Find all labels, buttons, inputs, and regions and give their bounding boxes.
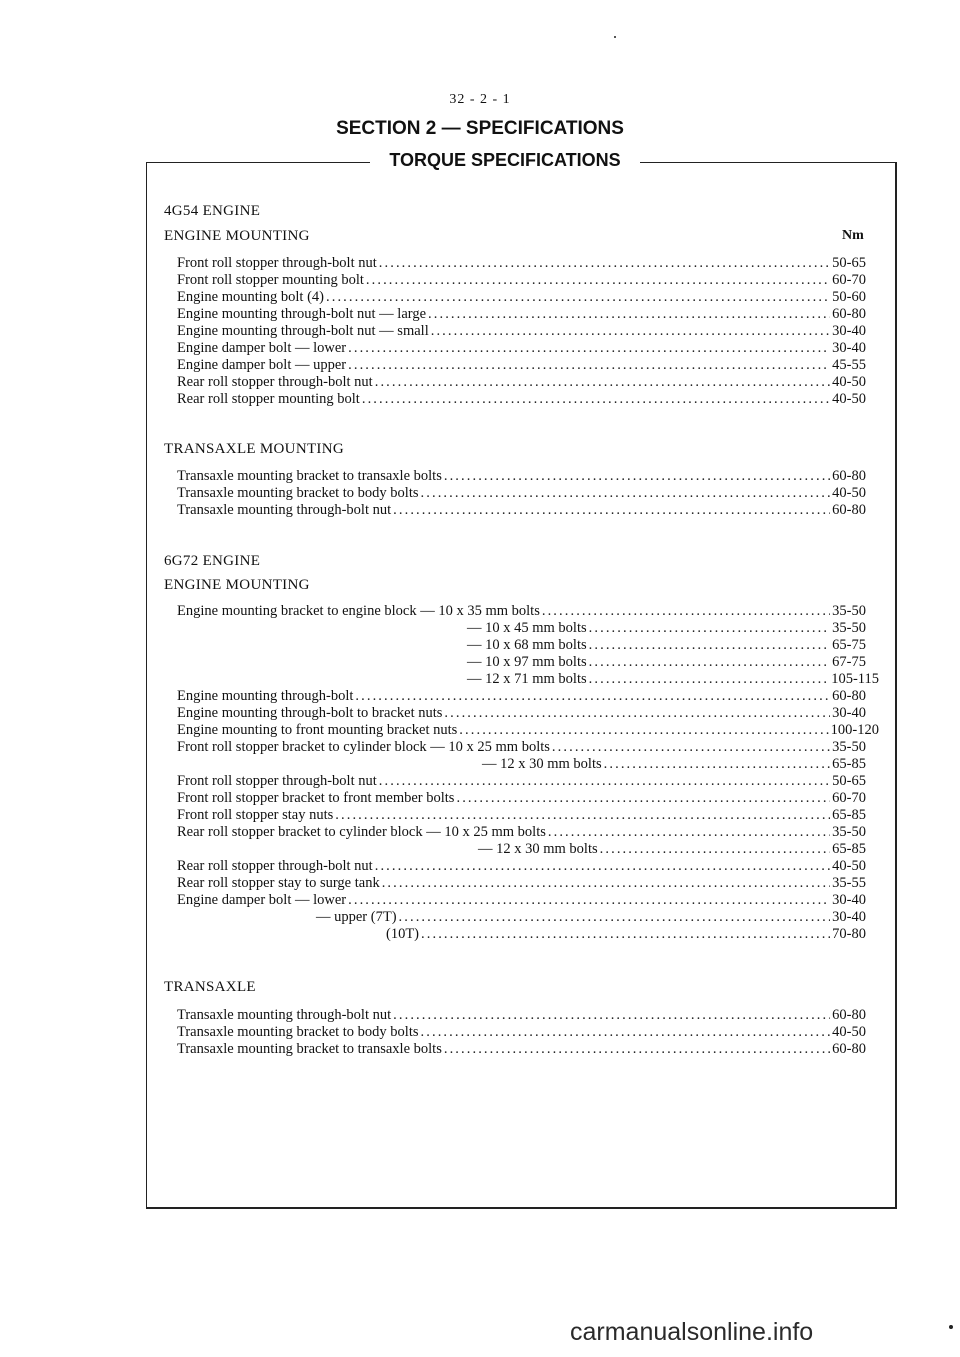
spec-value: 65-85 <box>832 807 866 823</box>
spec-value: 30-40 <box>832 705 866 721</box>
spec-value: 30-40 <box>832 909 866 925</box>
dot-leader <box>348 340 830 357</box>
spec-row <box>177 340 866 357</box>
dot-leader <box>459 722 828 739</box>
dot-leader <box>600 841 831 858</box>
spec-value: 30-40 <box>832 323 866 339</box>
dot-leader <box>604 756 831 773</box>
spec-row <box>177 739 866 756</box>
engine-4g54-mounting-heading: ENGINE MOUNTING <box>164 228 310 244</box>
corner-dot <box>949 1325 953 1329</box>
spec-value: 35-55 <box>832 875 866 891</box>
frame-top-rule-left <box>146 162 370 163</box>
dot-leader <box>375 374 830 391</box>
dot-leader <box>431 323 830 340</box>
dot-leader <box>421 1024 831 1041</box>
engine-4g54-heading: 4G54 ENGINE <box>164 203 261 219</box>
spec-value: 45-55 <box>832 357 866 373</box>
spec-label: Transaxle mounting bracket to transaxle bolts <box>177 468 442 484</box>
spec-label: Engine damper bolt — lower <box>177 340 347 356</box>
spec-row <box>177 391 866 408</box>
spec-value: 65-85 <box>832 756 866 772</box>
spec-row <box>177 773 866 790</box>
spec-row <box>467 620 866 637</box>
spec-value: 35-50 <box>832 603 866 619</box>
spec-label: — 10 x 68 mm bolts <box>467 637 587 653</box>
spec-row <box>177 255 866 272</box>
spec-label: Transaxle mounting through-bolt nut <box>177 502 392 518</box>
spec-row <box>177 272 866 289</box>
spec-value: 65-85 <box>832 841 866 857</box>
spec-label: Front roll stopper through-bolt nut <box>177 773 377 789</box>
dot-leader <box>375 858 830 875</box>
transaxle-heading: TRANSAXLE <box>164 979 256 995</box>
spec-label: Front roll stopper mounting bolt <box>177 272 364 288</box>
dot-leader <box>379 255 830 272</box>
spec-row <box>177 357 866 374</box>
transaxle-mounting-heading: TRANSAXLE MOUNTING <box>164 441 344 457</box>
spec-label: — 12 x 30 mm bolts <box>478 841 598 857</box>
spec-row <box>177 875 866 892</box>
spec-value: 65-75 <box>832 637 866 653</box>
spec-value: 40-50 <box>832 1024 866 1040</box>
spec-row <box>177 502 866 519</box>
dot-leader <box>348 892 830 909</box>
spec-value: 30-40 <box>832 340 866 356</box>
dot-leader <box>444 1041 830 1058</box>
spec-value: 35-50 <box>832 824 866 840</box>
section-title: SECTION 2 — SPECIFICATIONS <box>336 118 624 139</box>
spec-label: Engine mounting through-bolt <box>177 688 354 704</box>
spec-row <box>177 722 879 739</box>
dot-leader <box>548 824 830 841</box>
dot-leader <box>382 875 830 892</box>
spec-label: Front roll stopper stay nuts <box>177 807 334 823</box>
dot-leader <box>379 773 830 790</box>
spec-row <box>177 289 866 306</box>
dot-leader <box>393 502 830 519</box>
spec-row <box>177 1007 866 1024</box>
spec-label: Transaxle mounting through-bolt nut <box>177 1007 392 1023</box>
spec-label: Engine mounting bolt (4) <box>177 289 324 305</box>
dot-leader <box>542 603 830 620</box>
spec-row <box>177 790 866 807</box>
spec-value: 60-80 <box>832 502 866 518</box>
spec-row <box>467 671 879 688</box>
spec-row <box>177 1041 866 1058</box>
spec-label: Transaxle mounting bracket to body bolts <box>177 1024 419 1040</box>
dot-leader <box>335 807 830 824</box>
dot-leader <box>552 739 830 756</box>
spec-row <box>177 807 866 824</box>
spec-label: — upper (7T) <box>316 909 397 925</box>
dot-leader <box>589 620 831 637</box>
spec-label: Rear roll stopper mounting bolt <box>177 391 360 407</box>
spec-row <box>386 926 866 943</box>
dot-leader <box>589 671 830 688</box>
dot-leader <box>348 357 830 374</box>
dot-leader <box>355 688 830 705</box>
spec-value: 60-80 <box>832 688 866 704</box>
dot-leader <box>589 654 831 671</box>
spec-label: — 12 x 71 mm bolts <box>467 671 587 687</box>
spec-label: Engine mounting through-bolt nut — large <box>177 306 427 322</box>
spec-value: 100-120 <box>830 722 879 738</box>
dot-leader <box>421 926 830 943</box>
spec-row <box>177 374 866 391</box>
spec-row <box>467 637 866 654</box>
spec-label: Front roll stopper through-bolt nut <box>177 255 377 271</box>
spec-label: Engine mounting through-bolt to bracket nuts <box>177 705 443 721</box>
page-number: 32 - 2 - 1 <box>449 92 511 107</box>
spec-label: Front roll stopper bracket to front member bolts <box>177 790 455 806</box>
dot-leader <box>362 391 830 408</box>
spec-value: 50-65 <box>832 255 866 271</box>
spec-label: Engine damper bolt — lower <box>177 892 347 908</box>
dot-leader <box>399 909 831 926</box>
spec-value: 40-50 <box>832 374 866 390</box>
spec-value: 60-80 <box>832 1041 866 1057</box>
spec-value: 40-50 <box>832 858 866 874</box>
spec-row <box>177 485 866 502</box>
spec-value: 40-50 <box>832 391 866 407</box>
spec-label: Transaxle mounting bracket to body bolts <box>177 485 419 501</box>
spec-label: Rear roll stopper through-bolt nut <box>177 858 373 874</box>
spec-value: 60-80 <box>832 468 866 484</box>
frame-title: TORQUE SPECIFICATIONS <box>389 150 621 170</box>
spec-label: — 10 x 97 mm bolts <box>467 654 587 670</box>
engine-6g72-heading: 6G72 ENGINE <box>164 553 261 569</box>
spec-value: 60-70 <box>832 272 866 288</box>
spec-value: 35-50 <box>832 620 866 636</box>
spec-row <box>316 909 866 926</box>
dot-leader <box>444 705 830 722</box>
spec-row <box>177 705 866 722</box>
spec-row <box>177 468 866 485</box>
spec-row <box>177 824 866 841</box>
spec-label: Engine damper bolt — upper <box>177 357 347 373</box>
spec-label: Engine mounting through-bolt nut — small <box>177 323 429 339</box>
engine-6g72-mounting-heading: ENGINE MOUNTING <box>164 577 310 593</box>
spec-value: 30-40 <box>832 892 866 908</box>
scan-speck <box>614 36 616 38</box>
spec-row <box>177 1024 866 1041</box>
spec-row <box>482 756 866 773</box>
dot-leader <box>421 485 831 502</box>
spec-value: 35-50 <box>832 739 866 755</box>
spec-value: 60-80 <box>832 1007 866 1023</box>
spec-row <box>478 841 866 858</box>
spec-row <box>177 892 866 909</box>
spec-label: Transaxle mounting bracket to transaxle bolts <box>177 1041 442 1057</box>
spec-row <box>177 323 866 340</box>
spec-value: 50-65 <box>832 773 866 789</box>
spec-row <box>177 603 866 620</box>
spec-label: Rear roll stopper through-bolt nut <box>177 374 373 390</box>
dot-leader <box>444 468 830 485</box>
spec-row <box>177 688 866 705</box>
watermark-link[interactable]: carmanualsonline.info <box>570 1318 814 1346</box>
spec-value: 105-115 <box>831 671 879 687</box>
spec-value: 70-80 <box>832 926 866 942</box>
dot-leader <box>366 272 830 289</box>
spec-label: Rear roll stopper bracket to cylinder block — 10 x 25 mm bolts <box>177 824 546 840</box>
spec-row <box>177 306 866 323</box>
spec-label: — 12 x 30 mm bolts <box>482 756 602 772</box>
spec-label: Rear roll stopper stay to surge tank <box>177 875 380 891</box>
spec-label: — 10 x 45 mm bolts <box>467 620 587 636</box>
dot-leader <box>589 637 831 654</box>
spec-label: (10T) <box>386 926 420 942</box>
spec-value: 60-70 <box>832 790 866 806</box>
spec-label: Front roll stopper bracket to cylinder block — 10 x 25 mm bolts <box>177 739 550 755</box>
dot-leader <box>428 306 830 323</box>
dot-leader <box>326 289 830 306</box>
spec-row <box>177 858 866 875</box>
spec-value: 50-60 <box>832 289 866 305</box>
spec-label: Engine mounting to front mounting bracket nuts <box>177 722 458 738</box>
dot-leader <box>393 1007 830 1024</box>
spec-value: 67-75 <box>832 654 866 670</box>
dot-leader <box>456 790 830 807</box>
spec-value: 40-50 <box>832 485 866 501</box>
frame-top-rule-right <box>640 162 896 163</box>
spec-label: Engine mounting bracket to engine block — 10 x 35 mm bolts <box>177 603 540 619</box>
spec-row <box>467 654 866 671</box>
spec-value: 60-80 <box>832 306 866 322</box>
unit-label: Nm <box>842 228 864 243</box>
